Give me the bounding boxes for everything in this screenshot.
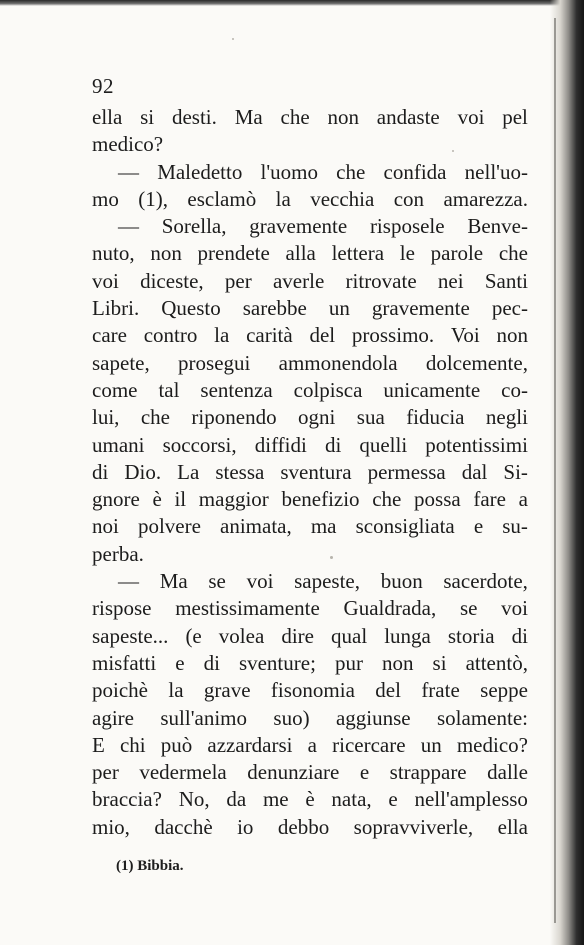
word: negli [485,405,528,430]
text-line [92,377,528,404]
word: Dio. [124,459,162,484]
word: suo) [273,705,310,730]
text-line [92,131,528,158]
footnote: (1) Bibbia. [116,858,184,874]
word: parole [430,241,484,266]
text-line [92,786,528,813]
word: (1), [138,186,168,211]
word: la [275,186,291,211]
word: prosegui [178,350,251,375]
word: ogni [298,405,336,430]
word: Maledetto [157,159,243,184]
text-line [92,677,528,704]
word: braccia? [92,787,162,812]
word: medico? [92,132,164,157]
word: carità [246,323,293,348]
word: nata, [331,787,372,812]
word: si [140,105,155,129]
word: nuto, [92,241,135,266]
word: diceste, [140,268,204,293]
word: esclamò [187,186,257,211]
text-line [92,705,528,732]
word: di [92,459,109,484]
body-text [92,104,528,841]
word: del [375,678,401,703]
word: voi [92,268,119,293]
word: contro [143,323,198,348]
word: che [280,105,310,129]
paper-speck [452,150,454,152]
word: debbo [277,814,330,839]
word: Questo [161,296,221,321]
text-line [92,432,528,459]
word: care [92,323,127,348]
word: di [324,432,342,457]
word: unicamente [383,377,481,402]
text-line [92,186,528,213]
word: non [327,105,359,129]
word: ricercare [332,732,406,757]
word: rispose [92,596,152,621]
word: volea [218,623,265,648]
word: può [160,732,193,757]
word: Gualdrada, [343,596,437,621]
word: sventura [280,459,352,484]
word: diffidi [254,432,307,457]
word: stessa [215,459,265,484]
word: la [214,323,230,348]
word: gravemente [249,214,348,239]
word: — [118,214,139,239]
word: ella [92,105,123,129]
word: nei [437,268,464,293]
word: non [381,650,414,675]
word: azzardarsi [207,732,293,757]
text-line [92,459,528,486]
word: e [473,514,484,539]
word: fisonomia [270,678,355,703]
text-line [92,568,528,595]
word: sarebbe [242,296,307,321]
word: andaste [376,105,440,129]
text-line [92,650,528,677]
word: vedermela [139,760,227,785]
word: sventure; [238,650,316,675]
word: che [372,487,402,512]
word: poichè [92,678,148,703]
word: chi [119,732,146,757]
word: benefizio [281,487,360,512]
word: si [432,650,447,675]
word: soccorsi, [162,432,237,457]
text-line [92,404,528,431]
word: l'uomo [260,159,318,184]
word: co- [501,377,528,402]
word: la [168,678,184,703]
text-line [92,159,528,186]
word: averle [272,268,325,293]
word: fiducia [406,405,465,430]
word: mo [92,186,119,211]
word: Si- [503,459,528,484]
word: Ma [159,569,188,594]
word: frate [421,678,460,703]
text-line [92,295,528,322]
word: lui, [92,405,120,430]
word: storia [447,623,495,648]
word: medico? [456,732,528,757]
word: buon [380,569,423,594]
word: dal [461,459,488,484]
word: sapeste, [294,569,360,594]
word: misfatti [92,650,157,675]
word: vecchia [310,186,375,211]
word: non [496,323,528,348]
word: Libri. [92,296,140,321]
word: e [359,760,370,785]
word: sopravviverle, [353,814,474,839]
word: Santi [484,268,528,293]
text-line [92,513,528,540]
word: gravemente [371,296,470,321]
word: su- [502,514,528,539]
word: solamente: [437,705,528,730]
text-line [92,350,528,377]
page-fold-line [554,18,556,923]
word: dolcemente, [425,350,528,375]
word: desti. [171,105,217,129]
word: è [305,787,315,812]
word: di [203,650,220,675]
word: voi [457,105,485,129]
word: dalle [487,760,528,785]
page-top-edge [0,0,584,6]
text-line [92,268,528,295]
word: che [498,241,528,266]
word: permessa [367,459,446,484]
word: No, [178,787,210,812]
word: possa [414,487,461,512]
word: perba. [92,541,144,566]
paper-speck [330,556,333,559]
text-line [92,541,528,568]
word: il [174,487,187,512]
word: un [328,296,350,321]
word: ma [310,514,337,539]
word: sapeste... [92,623,169,648]
word: seppe [480,678,528,703]
text-line [92,322,528,349]
word: voi [246,569,274,594]
word: per [92,760,119,785]
word: attentò, [465,650,528,675]
word: per [224,268,252,293]
word: sentenza [200,377,273,402]
word: le [399,241,415,266]
word: come [92,377,138,402]
word: dire [281,623,314,648]
page-number: 92 [92,74,114,98]
word: del [309,323,336,348]
word: Ma [234,105,263,129]
word: agire [92,705,134,730]
word: riponendo [191,405,277,430]
word: se [208,569,226,594]
word: che [140,405,170,430]
word: di [511,623,528,648]
word: un [420,732,442,757]
word: mio, [92,814,130,839]
word: risposele [369,214,445,239]
word: — [118,569,139,594]
word: alla [285,241,316,266]
word: è [152,487,162,512]
word: nell'uo- [464,159,528,184]
word: potentissimi [425,432,528,457]
text-line [92,732,528,759]
word: e [175,650,185,675]
word: pel [502,105,528,129]
word: polvere [137,514,201,539]
text-line [92,213,528,240]
word: sull'animo [160,705,247,730]
word: (e [185,623,202,648]
word: grave [203,678,251,703]
word: che [336,159,366,184]
word: io [237,814,254,839]
word: Voi [450,323,480,348]
word: mestissimamente [175,596,320,621]
word: prendete [197,241,270,266]
word: maggior [198,487,269,512]
word: Sorella, [161,214,227,239]
word: sacerdote, [443,569,528,594]
word: sapete, [92,350,150,375]
text-line [92,595,528,622]
word: pur [334,650,363,675]
word: dacchè [154,814,213,839]
word: Benve- [467,214,528,239]
text-line [92,240,528,267]
word: strappare [389,760,467,785]
word: colpisca [293,377,363,402]
text-line [92,759,528,786]
word: qual [331,623,368,648]
word: e [388,787,398,812]
word: me [262,787,289,812]
word: lunga [384,623,431,648]
word: da [226,787,247,812]
word: tal [158,377,180,402]
text-line [92,486,528,513]
word: La [177,459,200,484]
word: umani [92,432,145,457]
word: animata, [220,514,292,539]
text-line [92,623,528,650]
word: a [307,732,317,757]
word: ritrovate [345,268,417,293]
word: a [518,487,528,512]
word: ammonendola [278,350,398,375]
text-line [92,814,528,841]
word: amarezza. [443,186,528,211]
word: — [118,159,139,184]
word: se [459,596,478,621]
word: E [92,732,105,757]
word: lettera [331,241,385,266]
word: con [393,186,425,211]
word: fare [473,487,506,512]
word: non [150,241,182,266]
word: nell'amplesso [414,787,528,812]
word: sua [356,405,385,430]
word: prossimo. [351,323,435,348]
word: ella [497,814,528,839]
word: confida [383,159,447,184]
word: noi [92,514,119,539]
text-line [92,104,528,131]
paper-speck [232,38,234,40]
word: denunziare [247,760,340,785]
word: quelli [359,432,408,457]
word: sconsigliata [355,514,455,539]
word: pec- [491,296,528,321]
word: gnore [92,487,140,512]
word: voi [501,596,528,621]
word: aggiunse [335,705,411,730]
